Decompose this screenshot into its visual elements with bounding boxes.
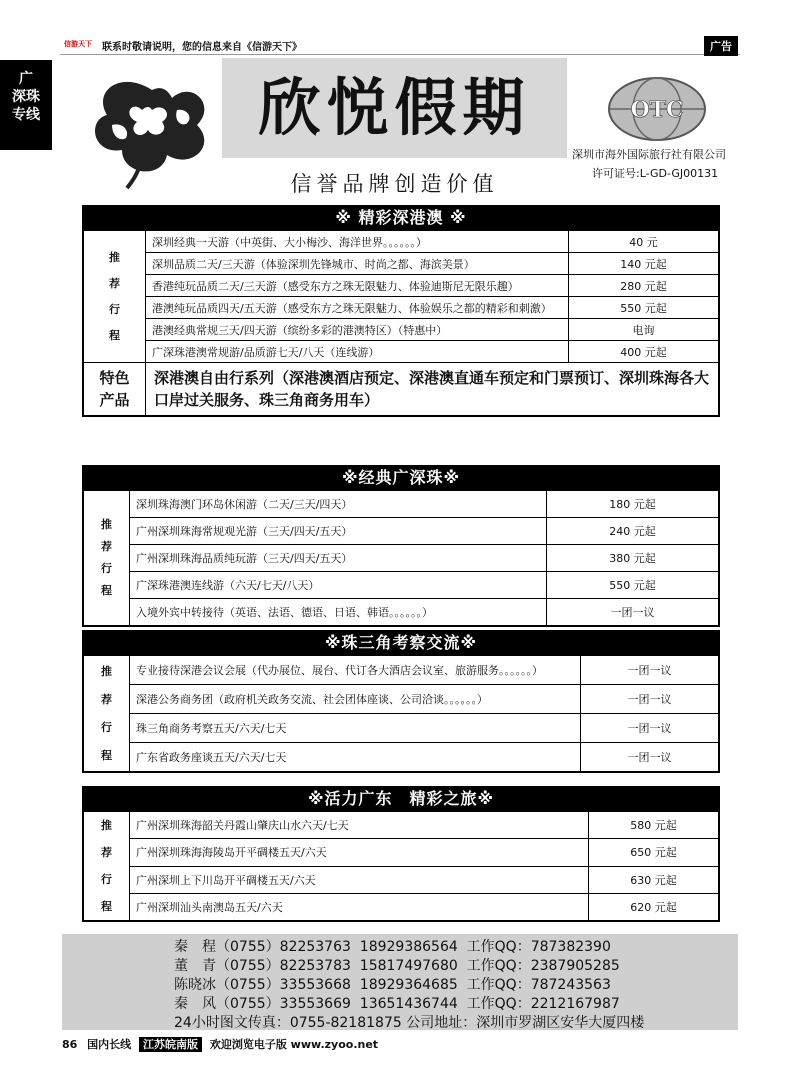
contact-line: 董 青（0755）82253783 15817497680 工作QQ：2387905285: [174, 958, 620, 974]
table-row: [84, 341, 719, 363]
table-row: [84, 866, 719, 893]
route-name: 广州深圳珠海海陵岛开平碉楼五天/六天: [130, 839, 589, 866]
brand-title: 欣悦假期: [258, 71, 531, 144]
brand-title-box: [222, 58, 567, 158]
special-products-text: 深港澳自由行系列（深港澳酒店预定、深港澳直通车预定和门票预订、深圳珠海各大口岸过关服务、珠三角商务用车）: [146, 363, 719, 416]
table-row: [84, 275, 719, 297]
route-price: 一团一议: [581, 685, 719, 714]
contact-line: 24小时图文传真：0755-82181875 公司地址：深圳市罗湖区安华大厦四楼: [174, 1015, 645, 1031]
itinerary-table: [83, 655, 719, 772]
table-row: [84, 297, 719, 319]
page-number: 86: [62, 1038, 78, 1051]
table-row: [84, 685, 719, 714]
route-price: 380 元起: [547, 545, 719, 572]
contact-line: 秦 风（0755）33553669 13651436744 工作QQ：2212167987: [174, 996, 620, 1012]
route-price: 620 元起: [589, 893, 719, 920]
side-tab-line: 广: [19, 71, 33, 87]
table-row: [84, 518, 719, 545]
route-name: 广深珠港澳常规游/品质游七天/八天（连线游）: [146, 341, 569, 363]
route-price: 630 元起: [589, 866, 719, 893]
otc-globe-logo-icon: [606, 76, 708, 142]
route-name: 专业接待深港会议会展（代办展位、展台、代订各大酒店会议室、旅游服务。。。。。。）: [130, 656, 581, 685]
route-price: 一团一议: [581, 714, 719, 743]
special-label: 特色 产品: [84, 363, 146, 416]
section-title: ※经典广深珠※: [83, 466, 719, 490]
edition-badge: 江苏皖南版: [139, 1037, 202, 1052]
route-name: 港澳经典常规三天/四天游（缤纷多彩的港澳特区）（特惠中）: [146, 319, 569, 341]
route-price: 650 元起: [589, 839, 719, 866]
section-title: ※珠三角考察交流※: [83, 631, 719, 655]
route-price: 40 元: [569, 231, 719, 253]
flower-logo-icon: [82, 70, 222, 190]
route-name: 广深珠港澳连线游（六天/七天/八天）: [130, 572, 547, 599]
section-guangshenzhu: [82, 465, 720, 627]
route-name: 入境外宾中转接待（英语、法语、德语、日语、韩语。。。。。。）: [130, 599, 547, 626]
section-prd-study: [82, 630, 720, 773]
route-price: 280 元起: [569, 275, 719, 297]
table-row: [84, 656, 719, 685]
otc-label: OTC: [630, 97, 684, 123]
side-label: 推 荐 行 程: [84, 231, 146, 363]
page-footer: [62, 1036, 378, 1052]
table-row: [84, 893, 719, 920]
table-row: [84, 839, 719, 866]
side-label: 推 荐 行 程: [84, 491, 130, 626]
route-price: 240 元起: [547, 518, 719, 545]
route-name: 珠三角商务考察五天/六天/七天: [130, 714, 581, 743]
side-label: 推 荐 行 程: [84, 656, 130, 772]
route-name: 港澳纯玩品质四天/五天游（感受东方之珠无限魅力、体验娱乐之都的精彩和刺激）: [146, 297, 569, 319]
route-price: 580 元起: [589, 812, 719, 839]
route-price: 140 元起: [569, 253, 719, 275]
table-row: [84, 231, 719, 253]
table-row: [84, 812, 719, 839]
section-guangdong-vitality: [82, 786, 720, 922]
route-price: 400 元起: [569, 341, 719, 363]
contact-line: 秦 程（0755）82253763 18929386564 工作QQ：787382390: [174, 939, 611, 955]
table-row: [84, 572, 719, 599]
top-notice-bar: [60, 36, 740, 55]
route-name: 深圳经典一天游（中英街、大小梅沙、海洋世界。。。。。。）: [146, 231, 569, 253]
license-number: 许可证号:L-GD-GJ00131: [592, 167, 719, 180]
route-name: 广州深圳上下川岛开平碉楼五天/六天: [130, 866, 589, 893]
route-name: 广州深圳珠海品质纯玩游（三天/四天/五天）: [130, 545, 547, 572]
table-row: [84, 491, 719, 518]
route-price: 550 元起: [569, 297, 719, 319]
route-name: 广州深圳珠海常规观光游（三天/四天/五天）: [130, 518, 547, 545]
table-row: [84, 714, 719, 743]
table-row: [84, 743, 719, 772]
side-category-tab: [0, 60, 52, 150]
footer-web[interactable]: 欢迎浏览电子版 www.zyoo.net: [209, 1038, 379, 1051]
itinerary-table: [83, 230, 719, 416]
footer-section: 国内长线: [87, 1038, 132, 1051]
special-products-row: [84, 363, 719, 416]
side-label: 推 荐 行 程: [84, 812, 130, 921]
route-price: 一团一议: [547, 599, 719, 626]
table-row: [84, 545, 719, 572]
route-price: 电询: [569, 319, 719, 341]
table-row: [84, 599, 719, 626]
route-price: 一团一议: [581, 743, 719, 772]
side-tab-line: 专线: [12, 107, 40, 123]
route-price: 550 元起: [547, 572, 719, 599]
source-notice: 联系时敬请说明，您的信息来自《信游天下》: [102, 42, 302, 53]
route-name: 广东省政务座谈五天/六天/七天: [130, 743, 581, 772]
route-price: 180 元起: [547, 491, 719, 518]
company-name: 深圳市海外国际旅行社有限公司: [572, 148, 726, 161]
brand-slogan: 信誉品牌创造价值: [290, 172, 499, 196]
contact-block: [62, 934, 738, 1030]
route-name: 深圳品质二天/三天游（体验深圳先锋城市、时尚之都、海滨美景）: [146, 253, 569, 275]
table-row: [84, 319, 719, 341]
section-title: ※活力广东 精彩之旅※: [83, 787, 719, 811]
route-name: 广州深圳珠海韶关丹霞山肇庆山水六天/七天: [130, 812, 589, 839]
section-title: ※ 精彩深港澳 ※: [83, 206, 719, 230]
table-row: [84, 253, 719, 275]
side-tab-line: 深珠: [12, 89, 40, 105]
ad-tag: 广告: [704, 36, 738, 56]
itinerary-table: [83, 811, 719, 921]
route-name: 香港纯玩品质二天/三天游（感受东方之珠无限魅力、体验迪斯尼无限乐趣）: [146, 275, 569, 297]
mini-logo: 信游天下: [64, 40, 92, 48]
route-name: 深圳珠海澳门环岛休闲游（二天/三天/四天）: [130, 491, 547, 518]
route-price: 一团一议: [581, 656, 719, 685]
itinerary-table: [83, 490, 719, 626]
route-name: 广州深圳汕头南澳岛五天/六天: [130, 893, 589, 920]
contact-line: 陈晓冰（0755）33553668 18929364685 工作QQ：787243563: [174, 977, 611, 993]
route-name: 深港公务商务团（政府机关政务交流、社会团体座谈、公司洽谈。。。。。。）: [130, 685, 581, 714]
section-hk-macau: [82, 205, 720, 417]
